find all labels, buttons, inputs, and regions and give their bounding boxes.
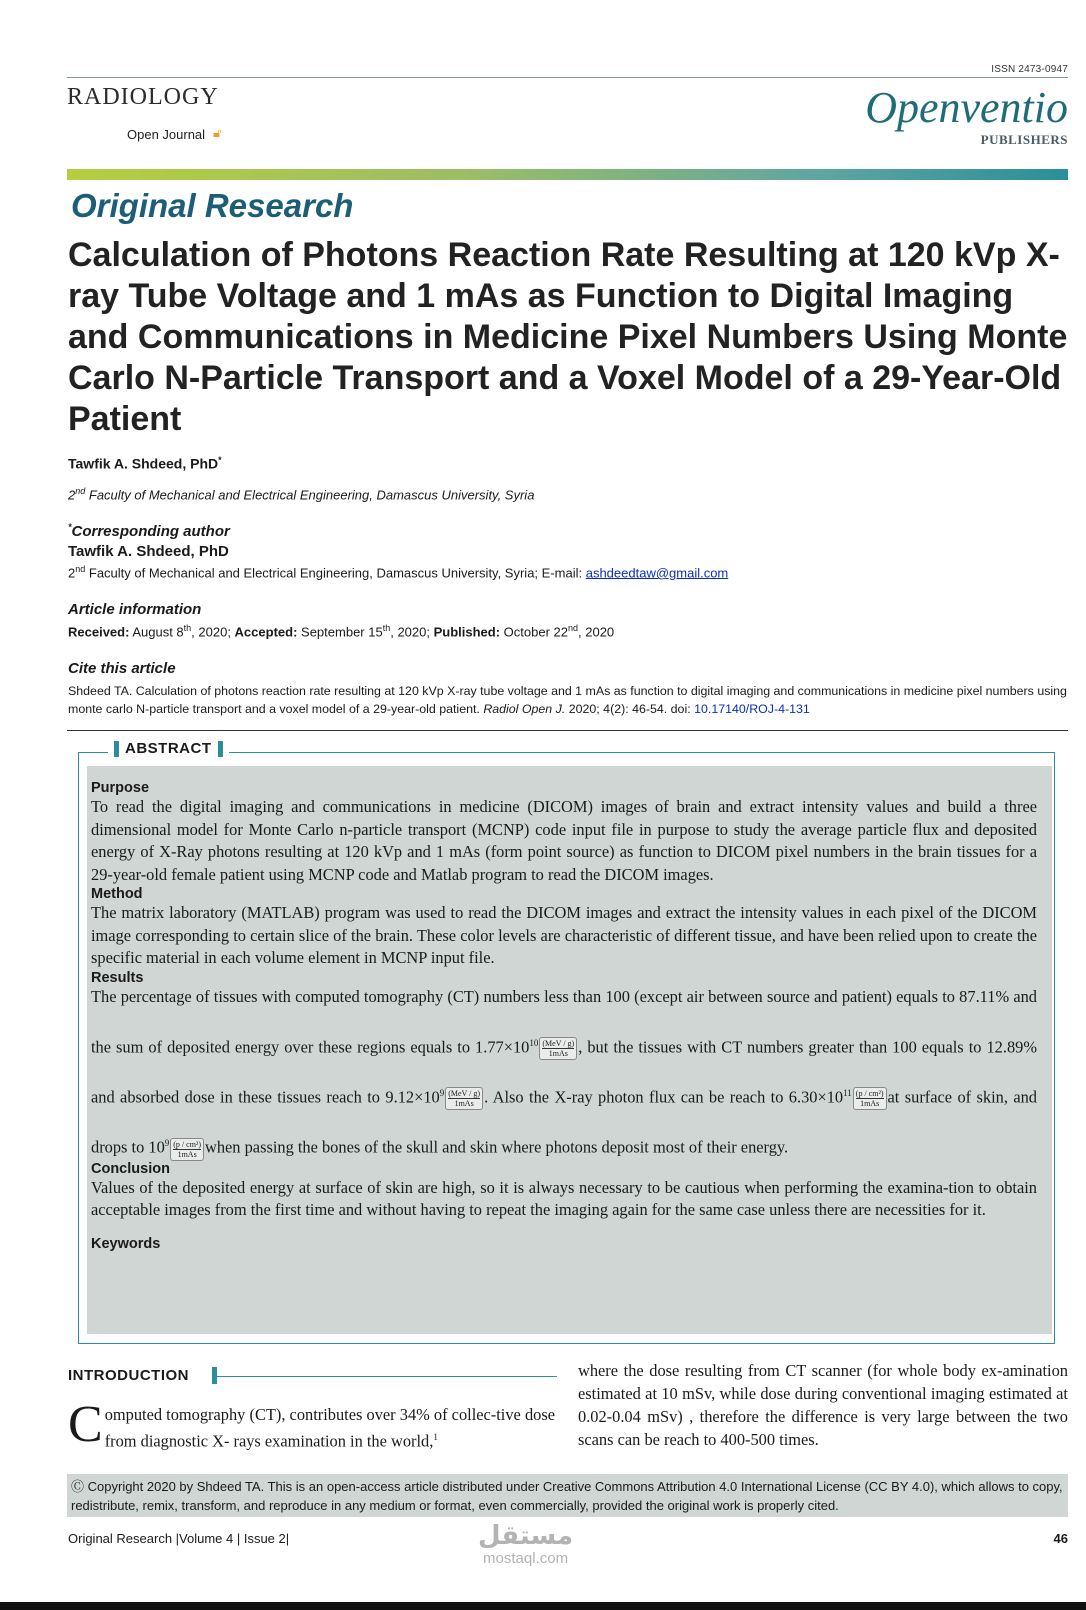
doi-link[interactable]: 10.17140/ROJ-4-131 [694, 702, 810, 716]
corresponding-heading: *Corresponding author [68, 522, 230, 540]
page-number: 46 [1053, 1531, 1068, 1546]
abstract-conclusion-heading: Conclusion [91, 1160, 170, 1177]
abstract-label: ABSTRACT [108, 740, 229, 760]
heading-rule [217, 1376, 557, 1377]
copyright-text: Ⓒ Copyright 2020 by Shdeed TA. This is an open-access article distributed under Creative Commons Attribution 4.0 International License (CC BY 4.0), which allows to copy, redistribute, remix, transform, and reproduce in any medium or format, even commercially, provided the original work is properly cited. [71, 1479, 1063, 1513]
citation-text: Shdeed TA. Calculation of photons reaction rate resulting at 120 kVp X-ray tube voltage and 1 mAs as function to digital imaging and communications in medicine pixel numbers using monte carlo N-particle transport and a voxel model of a 29-year-old patient. Radiol Open J. 2020; 4(2): 46-54. doi: 10.17140/ROJ-4-131 [68, 684, 1067, 716]
publisher-subtitle: PUBLISHERS [980, 132, 1068, 147]
journal-subtitle: Open Journal [127, 127, 206, 142]
article-title: Calculation of Photons Reaction Rate Resulting at 120 kVp X-ray Tube Voltage and 1 mAs as Function to Digital Imaging and Communications in Medicine Pixel Numbers Using Monte Carlo N-Particle Transport and a Voxel Model of a 29-Year-Old Patient [68, 236, 1068, 438]
intro-left-column: Computed tomography (CT), contributes over 34% of collec-tive dose from diagnostic X- rays examination in the world,$^1$ [68, 1396, 555, 1453]
drop-cap: C [68, 1396, 103, 1453]
abstract-method: The matrix laboratory (MATLAB) program was used to read the DICOM images and extract the intensity values in each pixel of the DICOM image corresponding to certain slice of the brain. These color levels are characteristic of different tissue, and have been relied upon to create the specific material in each volume element in MCNP input file. [91, 903, 1037, 967]
corresponding-name: Tawfik A. Shdeed, PhD [68, 543, 229, 560]
open-access-icon: 🔓︎ [213, 125, 222, 140]
abstract-panel [87, 766, 1052, 1334]
journal-name: RADIOLOGY [67, 84, 219, 110]
watermark: مستقل mostaql.com [478, 1520, 574, 1567]
divider [67, 730, 1068, 731]
abstract-purpose-heading: Purpose [91, 780, 150, 796]
unit-fraction: (p / cm²) 1mAs [170, 1138, 204, 1161]
publisher-name: Openventio [865, 83, 1068, 132]
article-info-heading: Article information [68, 601, 202, 618]
article-type: Original Research [71, 187, 354, 224]
unit-fraction: (MeV / g) 1mAs [445, 1087, 483, 1110]
author-name: Tawfik A. Shdeed, PhD* [68, 455, 222, 472]
abstract-results-heading: Results [91, 969, 144, 986]
author-affiliation: 2nd Faculty of Mechanical and Electrical Engineering, Damascus University, Syria [68, 486, 535, 503]
abstract-results: The percentage of tissues with computed tomography (CT) numbers less than 100 (except air between source and patient) equals to 87.11% and the sum of deposited energy over these regions equals to $1.77\times 10^{10}$ (MeV / g) 1mAs , but the tissues with CT numbers greater than 100 equals to 12.89% and absorbed dose in these tissues reach to $9.12\times 10^9$ (MeV / g) 1mAs . Also the X-ray photon flux can be reach to $6.30\times 10^{11}$ (p / cm²) 1mAs at surface of skin, and drops to $10^9$ (p / cm²) 1mAs when passing the bones of the skull and skin where photons deposit most of their energy. [91, 986, 1038, 1159]
footer-journal-info: Original Research |Volume 4 | Issue 2| [68, 1531, 290, 1546]
cc-icon: Ⓒ [71, 1479, 85, 1494]
intro-right-column: where the dose resulting from CT scanner (for whole body ex-amination estimated at 10 mSv, while dose during conventional imaging estimated at 0.02-0.04 mSv) , therefore the difference is very large between the two scans can be reach to 400-500 times. [578, 1361, 1068, 1449]
email-link[interactable]: ashdeedtaw@gmail.com [585, 565, 729, 581]
abstract-keywords-heading: Keywords [91, 1235, 161, 1252]
header-rule [67, 77, 1068, 78]
cite-heading: Cite this article [68, 660, 176, 677]
bottom-bar [0, 1602, 1086, 1610]
header-color-bar [67, 169, 1068, 180]
corresponding-affiliation: 2nd Faculty of Mechanical and Electrical Engineering, Damascus University, Syria; E-mail: ashdeedtaw@gmail.com [68, 564, 729, 581]
issn-label: ISSN 2473-0947 [991, 64, 1068, 75]
introduction-heading: INTRODUCTION [68, 1367, 189, 1384]
unit-fraction: (MeV / g) 1mAs [539, 1037, 577, 1060]
unit-fraction: (p / cm²) 1mAs [853, 1087, 887, 1110]
abstract-method-heading: Method [91, 886, 143, 902]
article-dates: Received: August 8th, 2020; Accepted: September 15th, 2020; Published: October 22nd, 2020 [68, 623, 615, 640]
abstract-conclusion: Values of the deposited energy at surface of skin are high, so it is always necessary to be cautious when performing the examina-tion to obtain acceptable images from the first time and without having to repeat the imaging again for the same case unless there are necessities for it. [91, 1177, 1037, 1220]
abstract-purpose: To read the digital imaging and communications in medicine (DICOM) images of brain and extract intensity values and build a three dimensional model for Monte Carlo n-particle transport (MCNP) code input file in purpose to study the average particle flux and deposited energy of X-Ray photons resulting at 120 kVp and 1 mAs (form point source) as function to DICOM pixel numbers in the brain tissues for a 29-year-old female patient using MCNP code and Matlab program to read the DICOM images. [91, 797, 1037, 884]
publisher-logo [865, 84, 1068, 148]
